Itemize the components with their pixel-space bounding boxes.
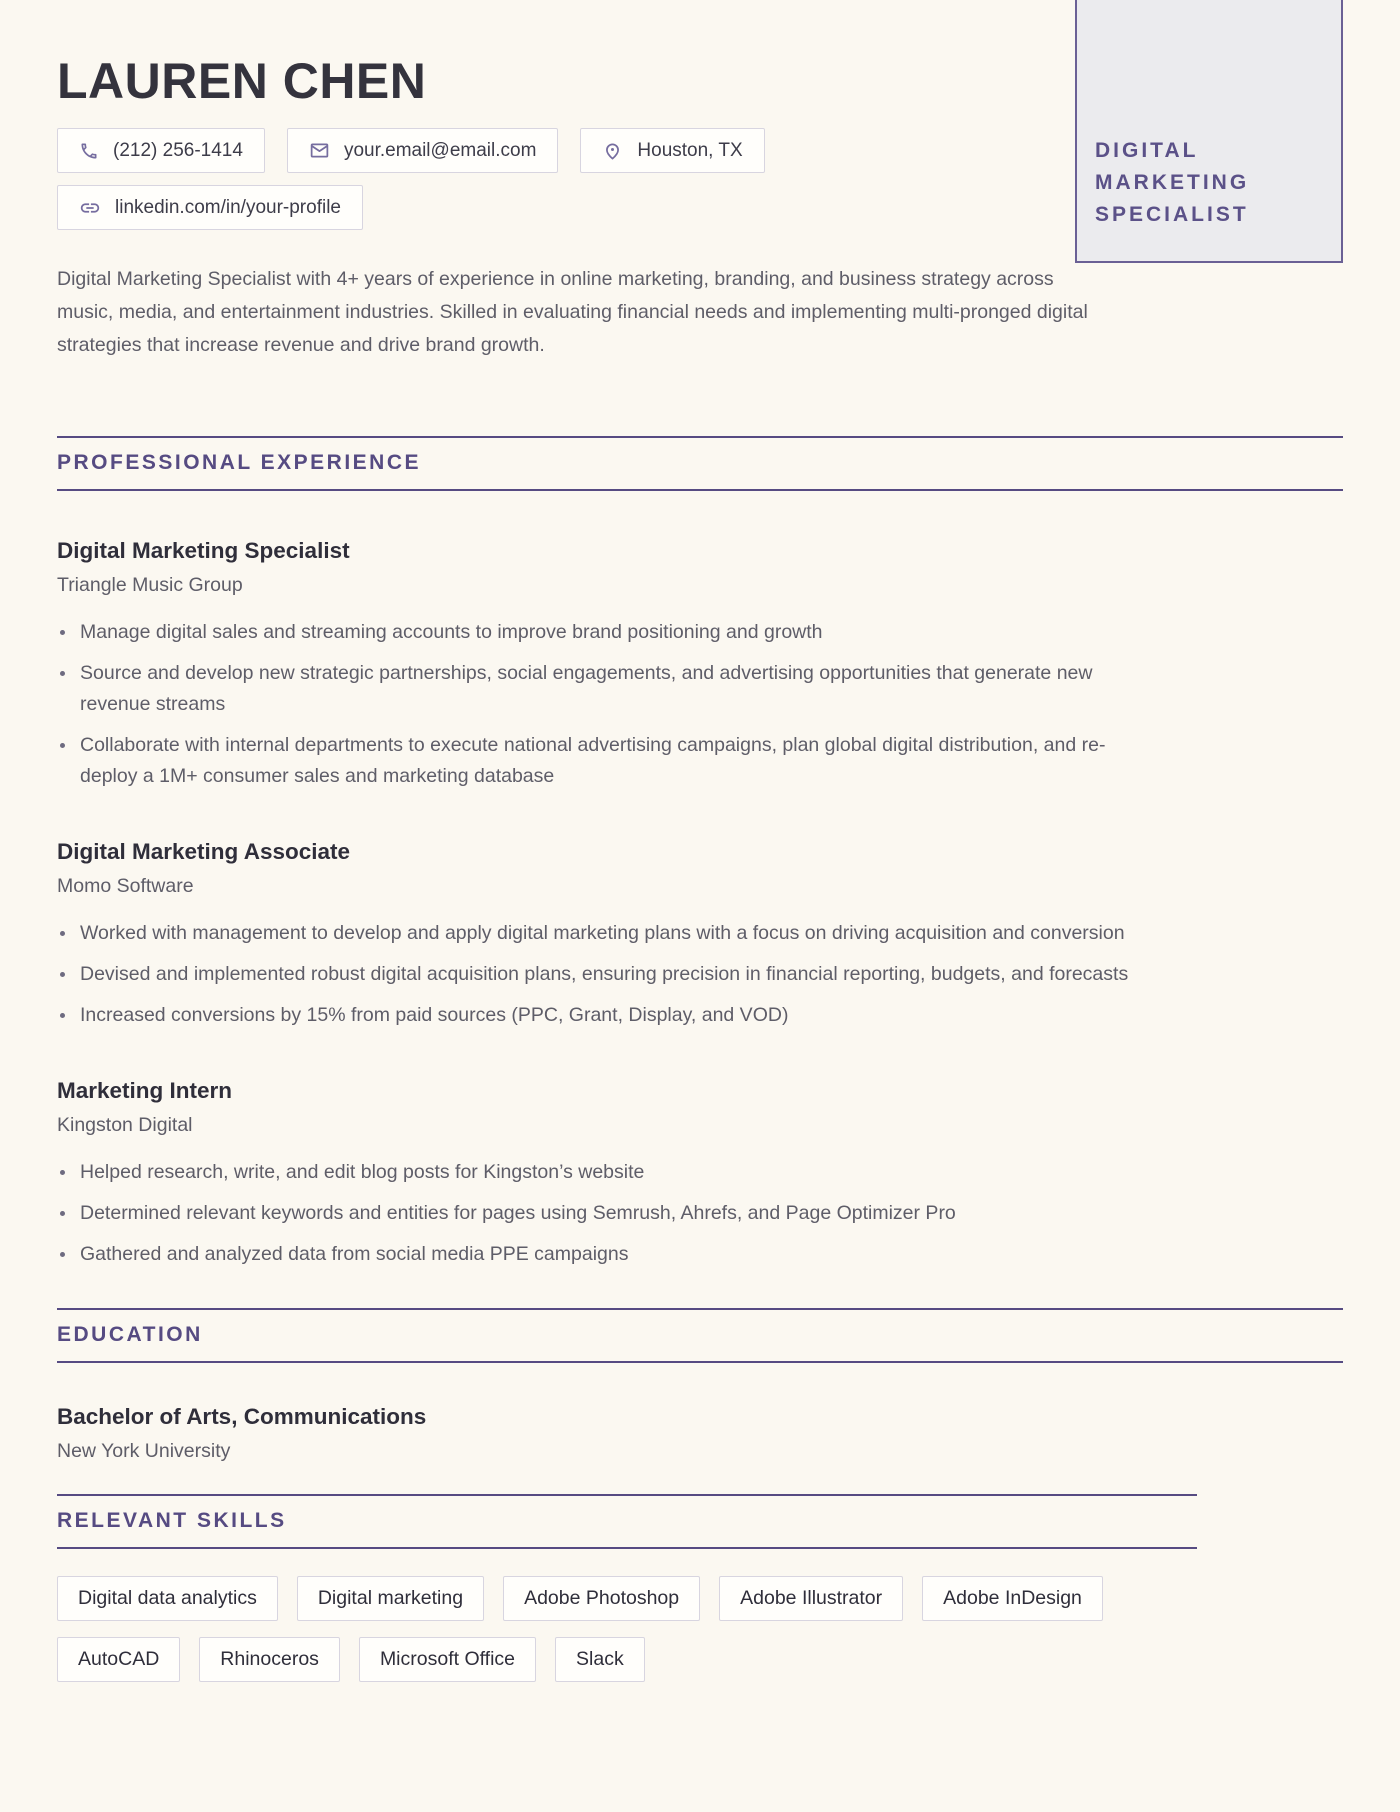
school-name: New York University (57, 1440, 231, 1462)
bullet-item: Gathered and analyzed data from social media PPE campaigns (57, 1239, 1162, 1270)
job-entry (57, 838, 1343, 1031)
bullet-item: Worked with management to develop and apply digital marketing plans with a focus on driving acquisition and conversion (57, 918, 1162, 949)
location-value: Houston, TX (637, 139, 743, 161)
bullet-item: Determined relevant keywords and entities for pages using Semrush, Ahrefs, and Page Optimizer Pro (57, 1198, 1162, 1229)
link-icon (79, 197, 101, 219)
mail-icon (309, 140, 330, 161)
skill-chip: Adobe InDesign (922, 1576, 1103, 1621)
job-bullet-list (57, 918, 1343, 1031)
skill-chip: AutoCAD (57, 1637, 180, 1682)
skill-chip: Rhinoceros (199, 1637, 340, 1682)
skill-chip: Digital data analytics (57, 1576, 278, 1621)
section-title: RELEVANT SKILLS (57, 1509, 287, 1532)
bullet-item: Manage digital sales and streaming accounts to improve brand positioning and growth (57, 617, 1162, 648)
location-chip (580, 128, 764, 173)
skill-chip: Microsoft Office (359, 1637, 536, 1682)
job-company: Momo Software (57, 875, 194, 897)
experience-entries (57, 537, 1343, 1270)
job-company: Triangle Music Group (57, 574, 243, 596)
job-entry (57, 1077, 1343, 1270)
job-bullet-list (57, 1157, 1343, 1270)
phone-chip[interactable] (57, 128, 265, 173)
job-entry (57, 537, 1343, 792)
job-title: Marketing Intern (57, 1078, 233, 1103)
location-pin-icon (602, 140, 623, 161)
job-title: Digital Marketing Associate (57, 839, 350, 864)
bullet-item: Collaborate with internal departments to execute national advertising campaigns, plan global digital distribution, and re-deploy a 1M+ consumer sales and marketing database (57, 730, 1162, 792)
email-value: your.email@email.com (343, 139, 537, 161)
job-company: Kingston Digital (57, 1114, 193, 1136)
skill-chip: Slack (555, 1637, 645, 1682)
job-title: Digital Marketing Specialist (57, 538, 350, 563)
role-title-box (1075, 0, 1343, 263)
section-title: PROFESSIONAL EXPERIENCE (57, 451, 422, 474)
phone-value: (212) 256-1414 (113, 139, 243, 161)
degree-title: Bachelor of Arts, Communications (57, 1404, 427, 1429)
skills-list (57, 1576, 1197, 1682)
education-entry (57, 1403, 1343, 1464)
bullet-item: Increased conversions by 15% from paid sources (PPC, Grant, Display, and VOD) (57, 1000, 1162, 1031)
skill-chip: Digital marketing (297, 1576, 484, 1621)
section-header-experience (57, 436, 1343, 491)
skill-chip: Adobe Photoshop (503, 1576, 700, 1621)
section-header-education (57, 1308, 1343, 1363)
bullet-item: Devised and implemented robust digital acquisition plans, ensuring precision in financial reporting, budgets, and forecasts (57, 959, 1162, 990)
summary-text: Digital Marketing Specialist with 4+ years of experience in online marketing, branding, and business strategy across music, media, and entertainment industries. Skilled in evaluating financial needs and implementing multi-pronged digital strategies that increase revenue and drive brand growth. (57, 268, 1088, 356)
contact-list (57, 128, 877, 230)
linkedin-chip[interactable] (57, 185, 363, 230)
section-title: EDUCATION (57, 1323, 203, 1346)
bullet-item: Source and develop new strategic partnerships, social engagements, and advertising opportunities that generate new revenue streams (57, 658, 1162, 720)
role-title-label: DIGITAL MARKETING SPECIALIST (1095, 139, 1250, 226)
skill-chip: Adobe Illustrator (719, 1576, 903, 1621)
phone-icon (79, 141, 99, 161)
bullet-item: Helped research, write, and edit blog posts for Kingston’s website (57, 1157, 1162, 1188)
job-bullet-list (57, 617, 1343, 792)
section-header-skills (57, 1494, 1197, 1549)
person-name: LAUREN CHEN (57, 53, 427, 109)
linkedin-value: linkedin.com/in/your-profile (115, 196, 341, 218)
email-chip[interactable] (287, 128, 558, 173)
